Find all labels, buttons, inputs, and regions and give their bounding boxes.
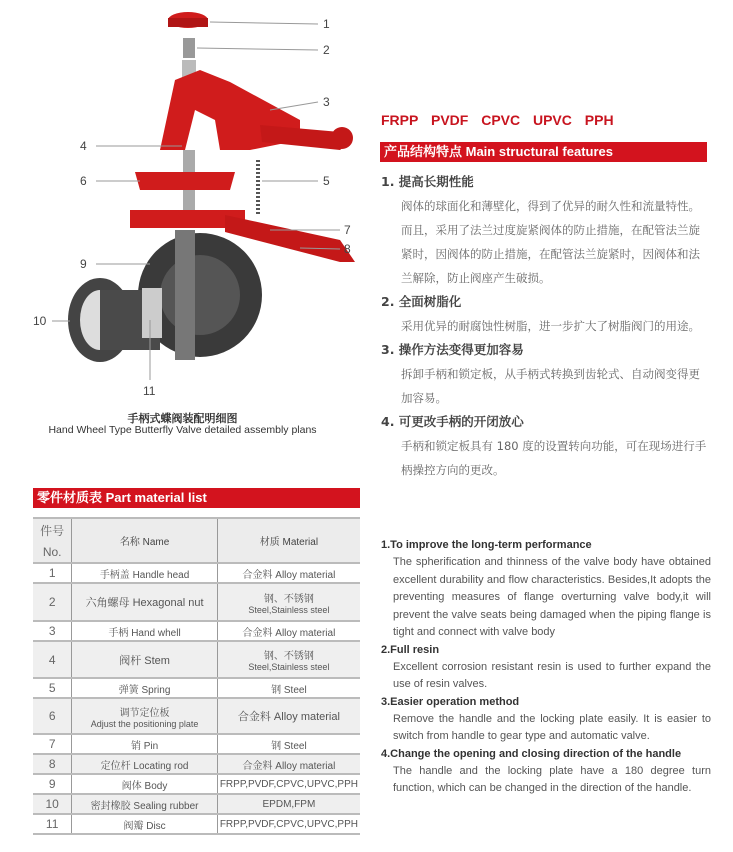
table-row (33, 698, 360, 734)
diagram-caption-en: Hand Wheel Type Butterfly Valve detailed assembly plans (48, 424, 317, 436)
material-text: FRPP,PVDF,CPVC,UPVC,PPH (219, 818, 358, 830)
table-row (33, 621, 360, 641)
features-cn (381, 172, 711, 484)
table-row (33, 794, 360, 814)
name-text: 弹簧 Spring (118, 684, 171, 696)
name-text: 阀杆 Stem (119, 654, 170, 667)
table-row (33, 563, 360, 583)
cell-name (72, 794, 217, 814)
cell-material (217, 814, 360, 834)
cell-name (72, 583, 217, 621)
part-list-title: 零件材质表 Part material list (33, 488, 360, 508)
cell-material (217, 621, 360, 641)
cell-name (72, 754, 217, 774)
header-no-cn: 件号 (40, 524, 65, 538)
features-title: 产品结构特点 Main structural features (380, 142, 707, 162)
material-text: 合金料 Alloy material (242, 760, 336, 772)
cell-no (33, 583, 72, 621)
feature-text: The handle and the locking plate have a 180 degree turn function, which can be changed in the direction of the handle. (393, 764, 711, 794)
cell-material (217, 698, 360, 734)
callout-4: 4 (80, 139, 87, 153)
cell-material (217, 563, 360, 583)
no-text: 9 (48, 777, 56, 791)
no-text: 10 (45, 797, 59, 811)
callout-5: 5 (323, 174, 330, 188)
cell-material (217, 754, 360, 774)
header-no (33, 518, 72, 563)
cell-no (33, 774, 72, 794)
cell-name (72, 678, 217, 698)
features-en (381, 537, 711, 798)
no-text: 2 (48, 595, 56, 609)
name-text: 手柄盖 Handle head (99, 569, 190, 581)
name-text: 定位杆 Locating rod (100, 760, 189, 772)
feature-text: 阀体的球面化和薄壁化，得到了优异的耐久性和流量特性。而且，采用了法兰过度旋紧阀体的防止措施，在配管法兰旋紧时，因阀体的防止措施，在配管法兰旋紧时，因阀体和法兰解除，防止阀座产生破损。 (401, 199, 700, 285)
cell-no (33, 814, 72, 834)
feature-text: 采用优异的耐腐蚀性树脂，进一步扩大了树脂阀门的用途。 (401, 319, 700, 333)
cell-material (217, 583, 360, 621)
cell-no (33, 794, 72, 814)
callout-7: 7 (344, 223, 351, 237)
material-text: EPDM,FPM (262, 798, 316, 810)
feature-text: 手柄和锁定板具有 180 度的设置转向功能，可在现场进行手柄操控方向的更改。 (401, 439, 707, 477)
cell-no (33, 734, 72, 754)
table-header-row (33, 518, 360, 563)
material-text: 钢 Steel (271, 684, 307, 696)
callout-3: 3 (323, 95, 330, 109)
no-text: 1 (48, 566, 56, 580)
no-text: 5 (48, 681, 56, 695)
cell-no (33, 563, 72, 583)
feature-heading: 3.Easier operation method (381, 695, 520, 708)
feature-heading: 4. 可更改手柄的开闭放心 (381, 414, 524, 429)
cell-name (72, 774, 217, 794)
name-text: 密封橡胶 Sealing rubber (90, 800, 199, 812)
cell-no (33, 641, 72, 678)
material-text: 合金料 Alloy material (242, 627, 336, 639)
material-text: 合金料 Alloy material (237, 711, 340, 723)
cell-material (217, 641, 360, 678)
name-text: 阀体 Body (121, 780, 168, 792)
valve-drawing (68, 12, 355, 362)
material-text: FRPP,PVDF,CPVC,UPVC,PPH (219, 778, 358, 790)
material-text: 钢、不锈钢 (263, 651, 314, 662)
name-text-en: Adjust the positioning plate (90, 718, 199, 729)
cell-no (33, 698, 72, 734)
no-text: 11 (45, 817, 59, 831)
feature-heading: 4.Change the opening and closing direction of the handle (381, 747, 682, 760)
table-row (33, 678, 360, 698)
cell-name (72, 698, 217, 734)
callout-2: 2 (323, 43, 330, 57)
no-text: 6 (48, 709, 56, 723)
feature-text: Remove the handle and the locking plate easily. It is easier to switch from handle to gear type and automatic valve. (393, 712, 711, 742)
feature-heading: 2.Full resin (381, 643, 440, 656)
material-text-en: Steel,Stainless steel (248, 604, 330, 615)
cell-name (72, 641, 217, 678)
no-text: 4 (48, 652, 56, 667)
table-row (33, 754, 360, 774)
feature-text: 拆卸手柄和锁定板，从手柄式转换到齿轮式、自动阀变得更加容易。 (401, 367, 700, 405)
name-text: 销 Pin (130, 740, 159, 752)
material-grades: FRPP PVDF CPVC UPVC PPH (381, 112, 614, 128)
cell-no (33, 754, 72, 774)
cell-name (72, 621, 217, 641)
feature-text: The spherification and thinness of the valve body have obtained excellent durability and flow characteristics. Besides,It adopts the preventing measures of flange overturning valve body,it will prevent the valve seats being damaged when the piping flange is tight and connect with valve body (393, 556, 711, 638)
header-no-en: No. (42, 545, 62, 559)
callout-1: 1 (323, 17, 330, 31)
callout-8: 8 (344, 242, 351, 256)
header-name: 名称 Name (72, 518, 217, 563)
name-text: 手柄 Hand whell (108, 627, 181, 639)
callout-11: 11 (143, 384, 156, 398)
material-text: 钢 Steel (271, 740, 307, 752)
callout-6: 6 (80, 174, 87, 188)
material-text: 合金料 Alloy material (242, 569, 336, 581)
cell-no (33, 621, 72, 641)
cell-name (72, 814, 217, 834)
no-text: 8 (48, 757, 56, 771)
name-text: 阀瓣 Disc (123, 820, 166, 832)
no-text: 3 (48, 624, 56, 638)
callout-9: 9 (80, 257, 87, 271)
cell-material (217, 678, 360, 698)
feature-heading: 1.To improve the long-term performance (381, 539, 592, 551)
cell-no (33, 678, 72, 698)
feature-heading: 3. 操作方法变得更加容易 (381, 342, 524, 357)
table-row (33, 774, 360, 794)
table-row (33, 814, 360, 834)
feature-heading: 1. 提高长期性能 (381, 174, 474, 189)
cell-material (217, 794, 360, 814)
table-row (33, 641, 360, 678)
no-text: 7 (48, 737, 56, 751)
table-row (33, 583, 360, 621)
cell-name (72, 563, 217, 583)
diagram-caption-cn: 手柄式蝶阀装配明细图 (127, 412, 238, 425)
feature-heading: 2. 全面树脂化 (381, 294, 462, 309)
cell-name (72, 734, 217, 754)
material-text: 钢、不锈钢 (263, 593, 314, 605)
table-row (33, 734, 360, 754)
valve-assembly-diagram (0, 0, 370, 405)
part-material-table (33, 517, 360, 835)
cell-material (217, 734, 360, 754)
material-text-en: Steel,Stainless steel (248, 662, 330, 672)
name-text: 六角螺母 Hexagonal nut (85, 597, 204, 609)
cell-material (217, 774, 360, 794)
name-text: 调节定位板 (119, 707, 170, 719)
feature-text: Excellent corrosion resistant resin is used to further expand the use of resin valves. (393, 660, 711, 690)
header-material: 材质 Material (217, 518, 360, 563)
callout-10: 10 (33, 314, 47, 328)
